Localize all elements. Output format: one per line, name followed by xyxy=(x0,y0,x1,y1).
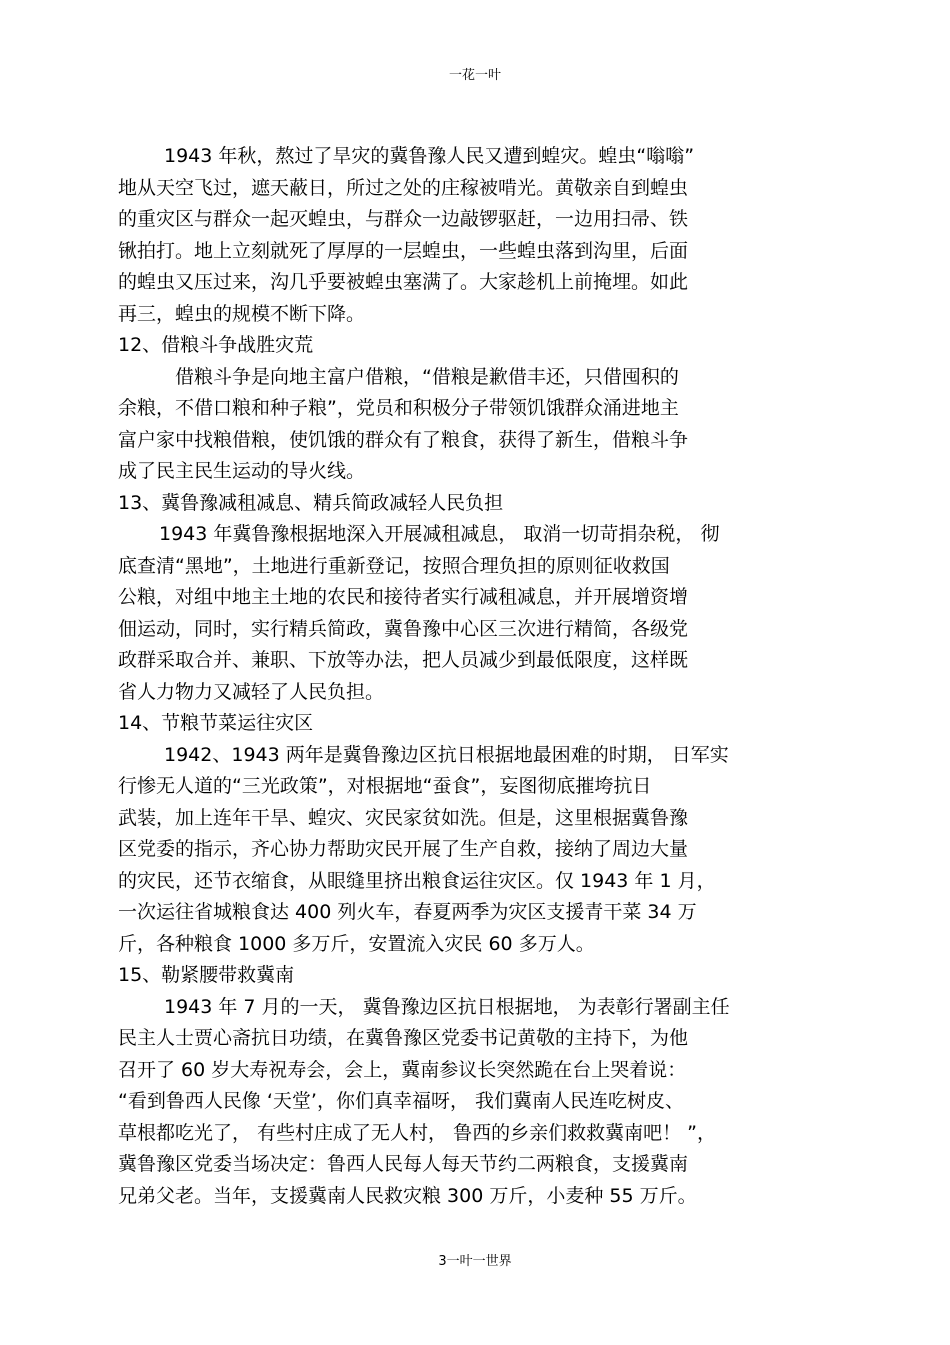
paragraph-line: 公粮，对组中地主土地的农民和接待者实行减租减息，并开展增资增 xyxy=(118,586,689,608)
paragraph-line: 的灾民，还节衣缩食，从眼缝里挤出粮食运往灾区。仅 1943 年 1 月， xyxy=(118,869,716,892)
paragraph-line: 的蝗虫又压过来，沟几乎要被蝗虫塞满了。大家趁机上前掩埋。如此 xyxy=(118,271,689,293)
paragraph-line: 行惨无人道的“三光政策”，对根据地“蚕食”，妄图彻底摧垮抗日 xyxy=(118,775,652,797)
paragraph-line: 冀鲁豫区党委当场决定：鲁西人民每人每天节约二两粮食，支援冀南 xyxy=(118,1153,689,1175)
paragraph-line: 斤，各种粮食 1000 多万斤，安置流入灾民 60 多万人。 xyxy=(118,932,595,955)
page-header: 一花一叶 xyxy=(448,68,501,83)
paragraph-line: 武装，加上连年干旱、蝗灾、灾民家贫如洗。但是，这里根据冀鲁豫 xyxy=(118,806,689,829)
paragraph-line: 区党委的指示，齐心协力帮助灾民开展了生产自救，接纳了周边大量 xyxy=(118,838,689,860)
paragraph-line: 佃运动，同时，实行精兵简政，冀鲁豫中心区三次进行精简，各级党 xyxy=(118,617,689,640)
paragraph-line: 底查清“黑地”，土地进行重新登记，按照合理负担的原则征收救国 xyxy=(118,554,670,577)
paragraph-line: 政群采取合并、兼职、下放等办法，把人员减少到最低限度，这样既 xyxy=(118,649,689,671)
paragraph-line: 草根都吃光了， 有些村庄成了无人村， 鲁西的乡亲们救救冀南吧！ ”， xyxy=(118,1121,716,1144)
section-heading: 12、借粮斗争战胜灾荒 xyxy=(118,334,314,356)
paragraph-line: 一次运往省城粮食达 400 列火车，春夏两季为灾区支援青干菜 34 万 xyxy=(118,901,697,923)
paragraph-line: 锹拍打。地上立刻就死了厚厚的一层蝗虫，一些蝗虫落到沟里，后面 xyxy=(118,239,689,262)
section-heading: 15、勒紧腰带救冀南 xyxy=(118,964,295,986)
paragraph-line: 兄弟父老。当年，支援冀南人民救灾粮 300 万斤，小麦种 55 万斤。 xyxy=(118,1184,697,1207)
paragraph-line: 借粮斗争是向地主富户借粮，“借粮是歉借丰还，只借囤积的 xyxy=(175,365,679,388)
paragraph-line: 的重灾区与群众一起灭蝗虫，与群众一边敲锣驱赶，一边用扫帚、铁 xyxy=(118,208,689,230)
paragraph-line: 再三，蝗虫的规模不断下降。 xyxy=(118,302,366,325)
paragraph-line: 1943 年秋，熬过了旱灾的冀鲁豫人民又遭到蝗灾。蝗虫“嗡嗡” xyxy=(164,145,695,167)
section-heading: 14、节粮节菜运往灾区 xyxy=(118,712,314,734)
section-heading: 13、冀鲁豫减租减息、精兵简政减轻人民负担 xyxy=(118,491,504,514)
paragraph-line: 召开了 60 岁大寿祝寿会，会上，冀南参议长突然跪在台上哭着说： xyxy=(118,1058,687,1081)
paragraph-line: 民主人士贾心斋抗日功绩，在冀鲁豫区党委书记黄敬的主持下，为他 xyxy=(118,1027,689,1049)
paragraph-line: “看到鲁西人民像 ‘天堂’，你们真幸福呀， 我们冀南人民连吃树皮、 xyxy=(118,1090,685,1112)
paragraph-line: 成了民主民生运动的导火线。 xyxy=(118,460,366,482)
document-body xyxy=(118,141,830,1212)
paragraph-line: 1942、1943 两年是冀鲁豫边区抗日根据地最困难的时期， 日军实 xyxy=(164,743,729,766)
paragraph-line: 富户家中找粮借粮，使饥饿的群众有了粮食，获得了新生，借粮斗争 xyxy=(118,428,689,451)
paragraph-line: 1943 年冀鲁豫根据地深入开展减租减息， 取消一切苛捐杂税， 彻 xyxy=(159,523,720,545)
paragraph-line: 省人力物力又减轻了人民负担。 xyxy=(118,680,385,703)
page-footer: 3一叶一世界 xyxy=(438,1254,512,1269)
paragraph-line: 1943 年 7 月的一天， 冀鲁豫边区抗日根据地， 为表彰行署副主任 xyxy=(164,995,730,1018)
paragraph-line: 余粮，不借口粮和种子粮”，党员和积极分子带领饥饿群众涌进地主 xyxy=(118,397,679,419)
paragraph-line: 地从天空飞过，遮天蔽日，所过之处的庄稼被啃光。黄敬亲自到蝗虫 xyxy=(118,176,689,199)
